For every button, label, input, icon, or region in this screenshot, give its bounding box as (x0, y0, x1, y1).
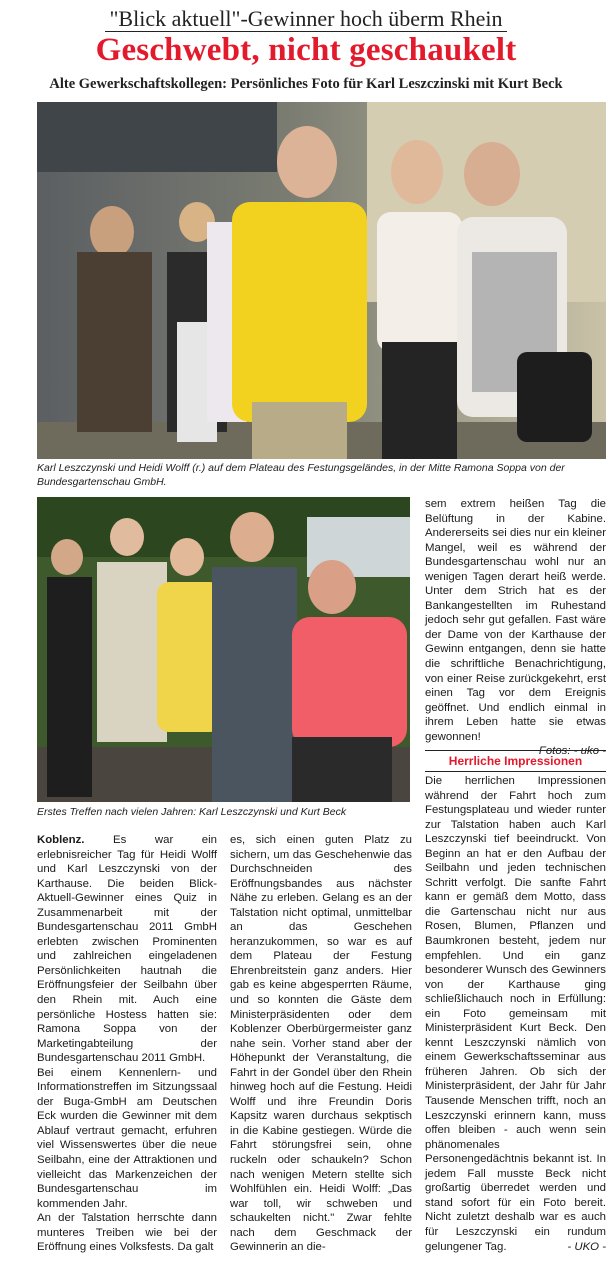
paragraph: sem extrem heißen Tag die Belüftung in der Kabine. Andererseits sei dies nur ein kleiner Mangel, weil es während der Bundesgartenschau wohl nur an wenigen Tagen derart heiß werde. Unter dem Strich hat es der Bankangestellten im Ruhestand jedoch sehr gut gefallen. Fast wäre der Dame von der Karthause der Gewinn entgangen, denn sie hatte die schriftliche Benachrichtigung, von einer Reise zurückgekehrt, erst einen Tag vor dem Ereignis geöffnet. Und endlich einmal in ihrem Leben hatte sie etwas gewonnen! (425, 498, 606, 743)
photo-caption-beck: Erstes Treffen nach vielen Jahren: Karl Leszczynski und Kurt Beck (37, 806, 347, 818)
article-column-c-top (425, 497, 606, 759)
article-subhead: Alte Gewerkschaftskollegen: Persönliches Foto für Karl Leszczinski mit Kurt Beck (49, 76, 563, 92)
article-column-c-bottom (425, 774, 606, 1254)
article-kicker (0, 6, 612, 32)
photo-group-plateau (37, 102, 606, 459)
kicker-text: "Blick aktuell"-Gewinner hoch überm Rhein (105, 6, 506, 32)
article-headline: Geschwebt, nicht geschaukelt (95, 32, 517, 68)
section-heading: Herrliche Impressionen (425, 750, 606, 772)
dateline: Koblenz. (37, 834, 85, 846)
paragraph: Es war ein erlebnisreicher Tag für Heidi Wolff und Karl Leszczynski von der Karthause. Die beiden Blick-Aktuell-Gewinner eines Quiz in Zusammenarbeit mit der Bundesgartenschau 2011 GmbH erlebten zwischen Prominenten und zahlreichen eingeladenen Persönlichkeiten hautnah die Eröffnungsfeier der Seilbahn über den Rhein mit. Auch eine persönliche Hostess hatten sie: Ramona Soppa von der Marketingabteilung der Bundesgartenschau 2011 GmbH. (37, 834, 217, 1065)
paragraph: Die herrlichen Impressionen während der Fahrt hoch zum Festungsplateau und wieder runter zur Talstation haben auch Karl Leszczynski tief beeindruckt. Von Beginn an hat er den Aufbau der Seilbahn und jeden technischen Schritt verfolgt. Die sanfte Fahrt kann er gemäß dem Motto, dass die Gartenschau nicht nur aus Rosen, Blumen, Pflanzen und Baumkronen besteht, jedem nur empfehlen. Und ein ganz besonderer Wunsch des Gewinners von der Karthause ging schließlichauch noch in Erfüllung: ein Foto gemeinsam mit Ministerpräsident Kurt Beck. Den kennt Leszczynski nämlich von einem Gewerkschaftsseminar aus früheren Jahren. Ob sich der Ministerpräsident, der Jahr für Jahr Tausende Menschen trifft, noch an Leszczynski erinnern kann, muss offen bleiben - auch wenn sein phänomenales Personengedächtnis bekannt ist. In jedem Fall musste Beck nicht großartig überredet werden und stand sofort für ein Foto bereit. Nicht zuletzt deshalb war es auch für Leszczynski ein rundum gelungener Tag. (425, 775, 606, 1253)
photo-group-beck (37, 497, 410, 802)
paragraph: Bei einem Kennenlern- und Informationstreffen im Sitzungssaal der Buga-GmbH am Deutschen Eck wurden die Gewinner mit dem Ablauf vertraut gemacht, erfuhren viel Wissenswertes über die neue Seilbahn, eine der Attraktionen und vielleicht das Markenzeichen der Bundesgartenschau im kommenden Jahr. (37, 1066, 217, 1210)
paragraph: es, sich einen guten Platz zu sichern, um das Geschehenwie das Durchschneiden des Eröffnungsbandes aus nächster Nähe zu erleben. Gelang es an der Talstation nicht optimal, unmittelbar an das Geschehen heranzukommen, so war es auf dem Plateau der Festung Ehrenbreitstein ganz anders. Hier gab es keine abgesperrten Räume, und so konnten die Gäste dem Ministerpräsidenten oder dem Koblenzer Oberbürgermeister ganz nahe sein. Vorher stand aber der Höhepunkt der Veranstaltung, die Fahrt in der Gondel über den Rhein hinweg hoch auf die Festung. Heidi Wolff und ihre Freundin Doris Kapsitz waren durchaus sekptisch in die Kabine gestiegen. Würde die Fahrt störungsfrei sein, ohne ruckeln oder schaukeln? Schon nach wenigen Metern stellte sich Wohlfühlen ein. Heidi Wolff: „Das war toll, wir schweben und schaukelten nicht." Zwar fehlte nach dem Geschmack der Gewinnerin an die- (230, 834, 412, 1254)
paragraph: An der Talstation herrschte dann munteres Treiben wie bei der Eröffnung eines Volksfests. Da galt (37, 1212, 217, 1254)
photo-credit: Fotos: - uko - (538, 745, 606, 758)
article-column-a (37, 833, 217, 1255)
author-signature: - UKO - (567, 1240, 606, 1253)
article-column-b (230, 833, 412, 1255)
photo-caption-plateau: Karl Leszczynski und Heidi Wolff (r.) auf dem Plateau des Festungsgeländes, in der Mitte Ramona Soppa von der Bundesgartenschau GmbH. (37, 462, 565, 488)
